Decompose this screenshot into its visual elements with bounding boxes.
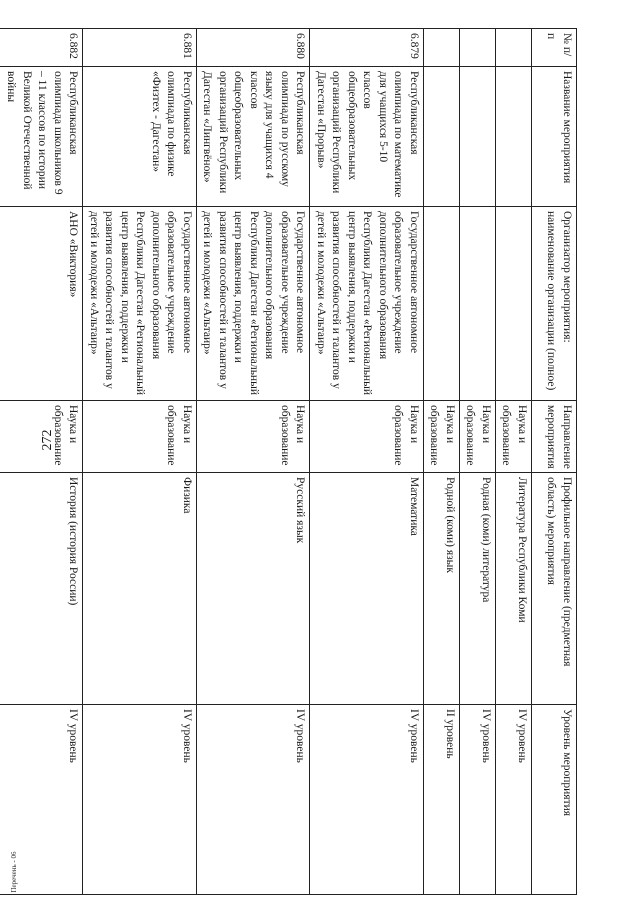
cell-level: IV уровень [495,705,531,895]
cell-organizer [495,207,531,401]
cell-organizer: АНО «Виктория» [0,207,83,401]
cell-num [459,29,495,67]
header-name: Название мероприятия [532,67,577,207]
cell-level: II уровень [423,705,459,895]
cell-num [423,29,459,67]
cell-subject: История (история России) [0,473,83,705]
cell-name: Республиканская олимпиада по физике «Физтех - Дагестан» [83,67,197,207]
table-row [196,29,310,895]
cell-organizer [423,207,459,401]
cell-level: IV уровень [0,705,83,895]
table-row [310,29,424,895]
cell-direction: Наука и образование [459,401,495,473]
cell-direction: Наука и образование [495,401,531,473]
cell-name: Республиканская олимпиада по русскому языку для учащихся 4 классов общеобразовательных организаций Республики Дагестан «Лингвёнок» [196,67,310,207]
header-direction: Направление мероприятия [532,401,577,473]
header-level: Уровень мероприятия [532,705,577,895]
cell-direction: Наука и образование [423,401,459,473]
cell-num: 6.880 [196,29,310,67]
cell-level: IV уровень [83,705,197,895]
cell-subject: Физика [83,473,197,705]
cell-level: IV уровень [459,705,495,895]
cell-num: 6.881 [83,29,197,67]
cell-name: Республиканская олимпиада по математике для учащихся 5-10 классов общеобразовательных организаций Республики Дагестан «Прорыв» [310,67,424,207]
cell-subject: Математика [310,473,424,705]
cell-organizer: Государственное автономное образовательное учреждение дополнительного образования Республики Дагестан «Региональный центр выявления, поддержки и развития способностей и талантов у детей и молодежи «Альтаир» [83,207,197,401]
cell-direction: Наука и образование [310,401,424,473]
cell-level: IV уровень [196,705,310,895]
cell-direction: Наука и образование [83,401,197,473]
events-table [0,28,577,895]
cell-subject: Родная (коми) литература [459,473,495,705]
cell-num [495,29,531,67]
table-row [495,29,531,895]
cell-direction: Наука и образование [196,401,310,473]
header-subject: Профильное направление (предметная область) мероприятия [532,473,577,705]
header-num: № п/п [532,29,577,67]
footer-note: Перечень - 06 [10,851,18,893]
table-row [459,29,495,895]
cell-organizer: Государственное автономное образовательное учреждение дополнительного образования Республики Дагестан «Региональный центр выявления, поддержки и развития способностей и талантов у детей и молодежи «Альтаир» [310,207,424,401]
table-row [0,29,83,895]
cell-organizer [459,207,495,401]
cell-name: Республиканская олимпиада школьников 9 – 11 классов по истории Великой Отечественной войны [0,67,83,207]
cell-name [423,67,459,207]
cell-name [459,67,495,207]
table-header-row [532,29,577,895]
cell-name [495,67,531,207]
cell-subject: Русский язык [196,473,310,705]
page-number: 272 [40,429,55,451]
cell-num: 6.879 [310,29,424,67]
cell-num: 6.882 [0,29,83,67]
cell-subject: Литература Республики Коми [495,473,531,705]
header-organizer: Организатор мероприятия: наименование организации (полное) [532,207,577,401]
cell-subject: Родной (коми) язык [423,473,459,705]
cell-organizer: Государственное автономное образовательное учреждение дополнительного образования Республики Дагестан «Региональный центр выявления, поддержки и развития способностей и талантов у детей и молодежи «Альтаир» [196,207,310,401]
table-row [83,29,197,895]
cell-level: IV уровень [310,705,424,895]
table-row [423,29,459,895]
cell-direction: Наука и образование [0,401,83,473]
